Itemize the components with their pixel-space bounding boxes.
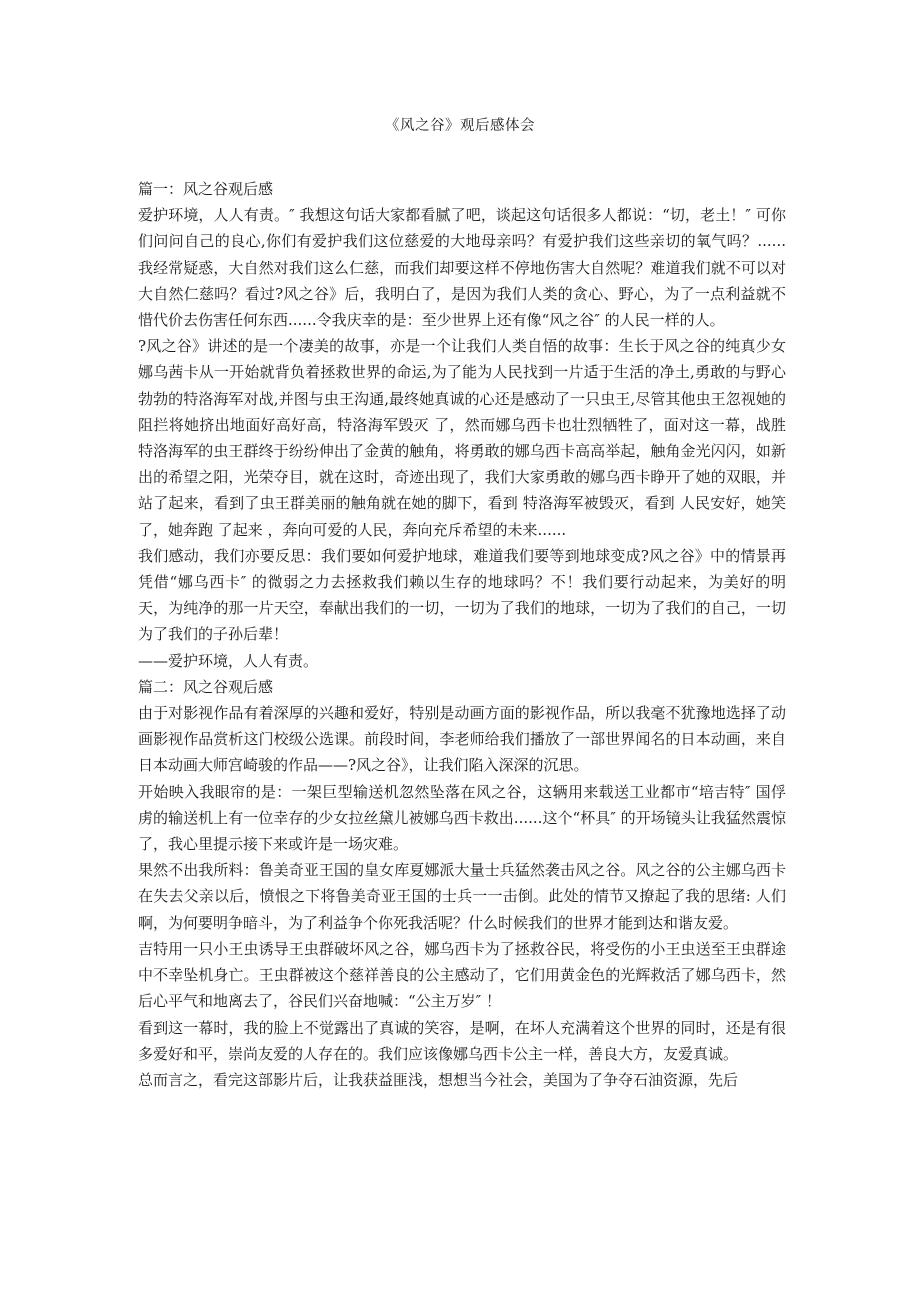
document-title: 《风之谷》观后感体会 (385, 118, 535, 134)
section-heading-1: 篇一：风之谷观后感 (138, 180, 274, 198)
section-heading-2: 篇二：风之谷观后感 (138, 677, 274, 696)
paragraph: 爱护环境，人人有责。″ 我想这句话大家都看腻了吧，谈起这句话很多人都说：“切，老土！″ 可你们问问自己的良心,你们有爱护我们这位慈爱的大地母亲吗？有爱护我们这些亲切的氧气吗？......我经常疑惑，大自然对我们这么仁慈，而我们却要这样不停地伤害大自然呢？难道我们就不可以对大自然仁慈吗？看过?风之谷》后，我明白了，是因为我们人类的贪心、野心，为了一点利益就不惜代价去伤害任何东西......令我庆幸的是：至少世界上还有像“风之谷″ 的人民一样的人。 (138, 206, 786, 330)
paragraph: ?风之谷》讲述的是一个凄美的故事，亦是一个让我们人类自悟的故事：生长于风之谷的纯真少女娜乌茜卡从一开始就背负着拯救世界的命运,为了能为人民找到一片适于生活的净土,勇敢的与野心勃勃的特洛海军对战,并图与虫王沟通,最终她真诚的心还是感动了一只虫王,尽管其他虫王忽视她的阻拦将她挤出地面好高好高，特洛海军毁灭 了，然而娜乌西卡也壮烈牺牲了，面对这一幕，战胜特洛海军的虫王群终于纷纷伸出了金黄的触角，将勇敢的娜乌西卡高高举起，触角金光闪闪，如新出的希望之阳，光荣夺目，就在这时，奇迹出现了，我们大家勇敢的娜乌西卡睁开了她的双眼，并站了起来，看到了虫王群美丽的触角就在她的脚下，看到 特洛海军被毁灭，看到 人民安好，她笑了，她奔跑 了起来 ，奔向可爱的人民，奔向充斥希望的未来...... (138, 337, 786, 539)
document-body (138, 176, 786, 1093)
paragraph: 开始映入我眼帘的是：一架巨型输送机忽然坠落在风之谷，这辆用来载送工业都市“培吉特″ 国俘虏的输送机上有一位幸存的少女拉丝黛儿被娜乌西卡救出......这个“杯具″ 的开场镜头让我猛然震惊了，我心里提示接下来或许是一场灾难。 (138, 782, 786, 854)
paragraph: 由于对影视作品有着深厚的兴趣和爱好，特别是动画方面的影视作品，所以我毫不犹豫地选择了动画影视作品赏析这门校级公选课。前段时间，李老师给我们播放了一部世界闻名的日本动画，来自日本动画大师宫崎骏的作品——?风之谷》，让我们陷入深深的沉思。 (138, 704, 786, 775)
paragraph: 看到这一幕时，我的脸上不觉露出了真诚的笑容，是啊，在坏人充满着这个世界的同时，还是有很多爱好和平，崇尚友爱的人存在的。我们应该像娜乌西卡公主一样，善良大方，友爱真诚。 (138, 1018, 786, 1063)
paragraph: 我们感动，我们亦要反思：我们要如何爱护地球，难道我们要等到地球变成?风之谷》中的情景再凭借“娜乌西卡″ 的微弱之力去拯救我们赖以生存的地球吗？不！我们要行动起来，为美好的明天，为纯净的那一片天空，奉献出我们的一切，一切为了我们的地球，一切为了我们的自己，一切为了我们的子孙后辈！ (138, 546, 786, 644)
paragraph: 果然不出我所料：鲁美奇亚王国的皇女库夏娜派大量士兵猛然袭击风之谷。风之谷的公主娜乌西卡在失去父亲以后，愤恨之下将鲁美奇亚王国的士兵一一击倒。此处的情节又撩起了我的思绪: 人们啊，为何要明争暗斗，为了利益争个你死我活呢？什么时候我们的世界才能到达和谐友爱。 (138, 861, 786, 932)
paragraph-signoff: ——爱护环境，人人有责。 (138, 651, 319, 670)
paragraph: 吉特用一只小王虫诱导王虫群破坏风之谷，娜乌西卡为了拯救谷民，将受伤的小王虫送至王虫群途中不幸坠机身亡。王虫群被这个慈祥善良的公主感动了，它们用黄金色的光辉救活了娜乌西卡，然后心平气和地离去了，谷民们兴奋地喊：“公主万岁″ ！ (138, 939, 786, 1011)
paragraph: 总而言之，看完这部影片后，让我获益匪浅，想想当今社会，美国为了争夺石油资源，先后 (138, 1070, 739, 1089)
